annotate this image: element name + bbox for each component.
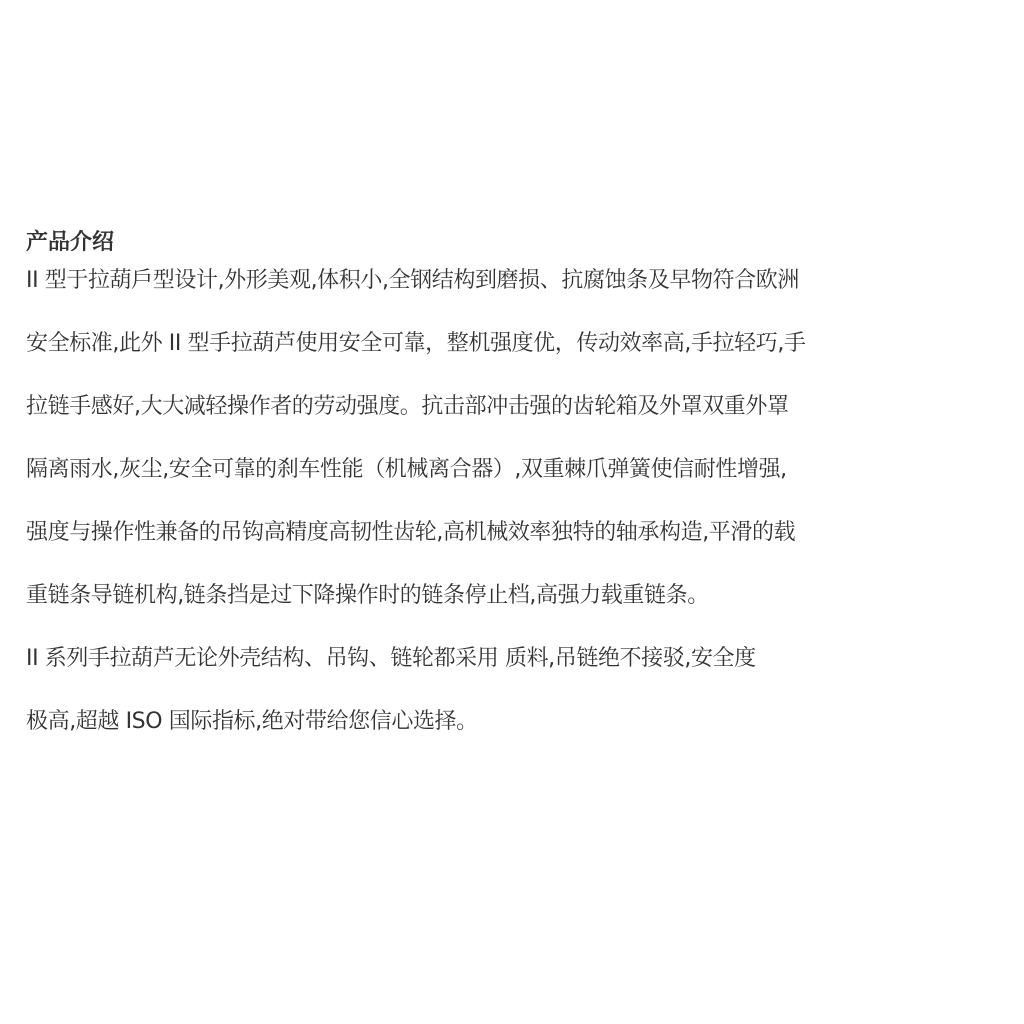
paragraph-line-2: 安全标准,此外 II 型手拉葫芦使用安全可靠，整机强度优，传动效率高,手拉轻巧,手 (26, 331, 806, 356)
paragraph-line-5: 强度与操作性兼备的吊钩高精度高韧性齿轮,高机械效率独特的轴承构造,平滑的载 (26, 520, 796, 545)
paragraph-line-7: II 系列手拉葫芦无论外壳结构、吊钩、链轮都采用 质料,吊链绝不接驳,安全度 (26, 646, 756, 671)
paragraph-line-1: II 型于拉葫戶型设计,外形美观,体积小,全钢结构到磨损、抗腐蚀条及早物符合欧洲 (26, 268, 799, 293)
paragraph-line-6: 重链条导链机构,链条挡是过下降操作时的链条停止档,高强力载重链条。 (26, 583, 709, 608)
paragraph-line-8: 极高,超越 ISO 国际指标,绝对带给您信心选择。 (26, 709, 478, 734)
section-title: 产品介绍 (26, 230, 115, 255)
paragraph-line-3: 拉链手感好,大大减轻操作者的劳动强度。抗击部冲击强的齿轮箱及外罩双重外罩 (26, 394, 789, 419)
product-intro-section (26, 226, 998, 770)
paragraph-line-4: 隔离雨水,灰尘,安全可靠的刹车性能（机械离合器）,双重棘爪弹簧使信耐性增强, (26, 457, 787, 482)
